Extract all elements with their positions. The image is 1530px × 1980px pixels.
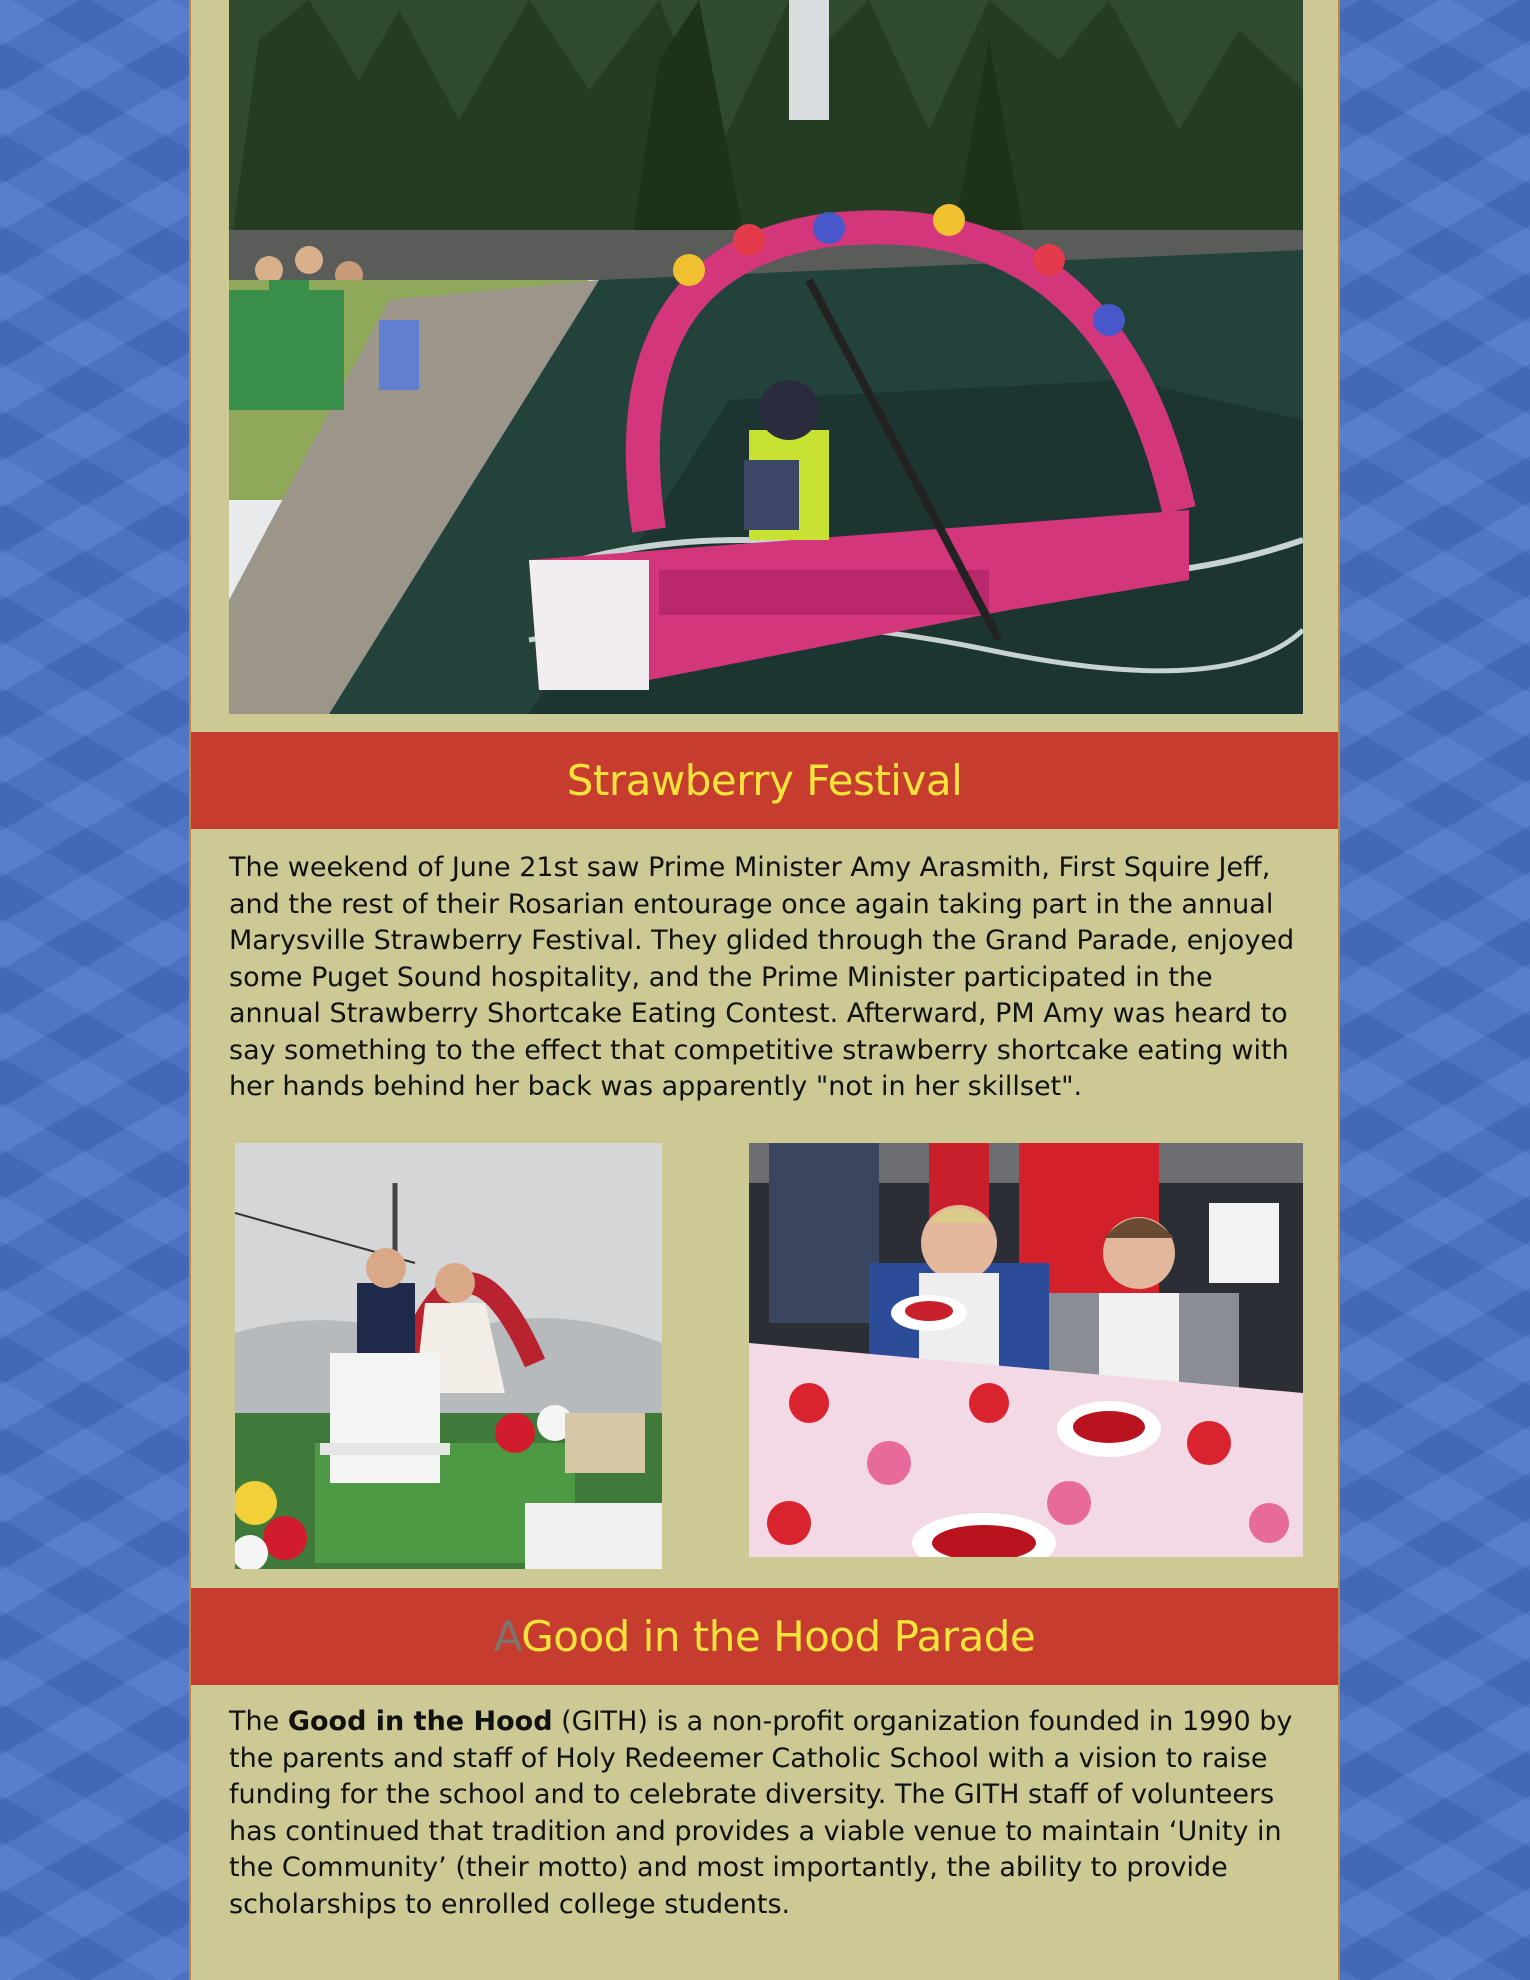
- parade-float-photo: [235, 1143, 662, 1569]
- strawberry-festival-title: Strawberry Festival: [566, 756, 963, 805]
- strawberry-festival-banner: [191, 732, 1338, 829]
- strawberry-festival-text: The weekend of June 21st saw Prime Minister Amy Arasmith, First Squire Jeff, and the rest of their Rosarian entourage once again taking part in the annual Marysville Strawberry Festival. They glided through the Grand Parade, enjoyed some Puget Sound hospitality, and the Prime Minister participated in the annual Strawberry Shortcake Eating Contest. Afterward, PM Amy was heard to say something to the effect that competitive strawberry shortcake eating with her hands behind her back was apparently "not in her skillset".: [229, 852, 1295, 1102]
- shortcake-contest-photo: [749, 1143, 1303, 1557]
- gith-text-bold: Good in the Hood: [287, 1706, 553, 1737]
- gith-text-pre: The: [229, 1706, 288, 1737]
- good-in-the-hood-banner: [191, 1588, 1338, 1685]
- good-in-the-hood-title-text: Good in the Hood Parade: [521, 1612, 1036, 1661]
- good-in-the-hood-title: [494, 1612, 1036, 1661]
- boat-race-photo: [229, 0, 1303, 714]
- title-ghost-letter: A: [493, 1612, 522, 1661]
- newsletter-page: [189, 0, 1340, 1980]
- gith-text-post: (GITH) is a non-profit organization founded in 1990 by the parents and staff of Holy Redeemer Catholic School with a vision to raise funding for the school and to celebrate diversity. The GITH staff of volunteers has continued that tradition and provides a viable venue to maintain ‘Unity in the Community’ (their motto) and most importantly, the ability to provide scholarships to enrolled college students.: [229, 1706, 1293, 1920]
- good-in-the-hood-text: [229, 1704, 1309, 1923]
